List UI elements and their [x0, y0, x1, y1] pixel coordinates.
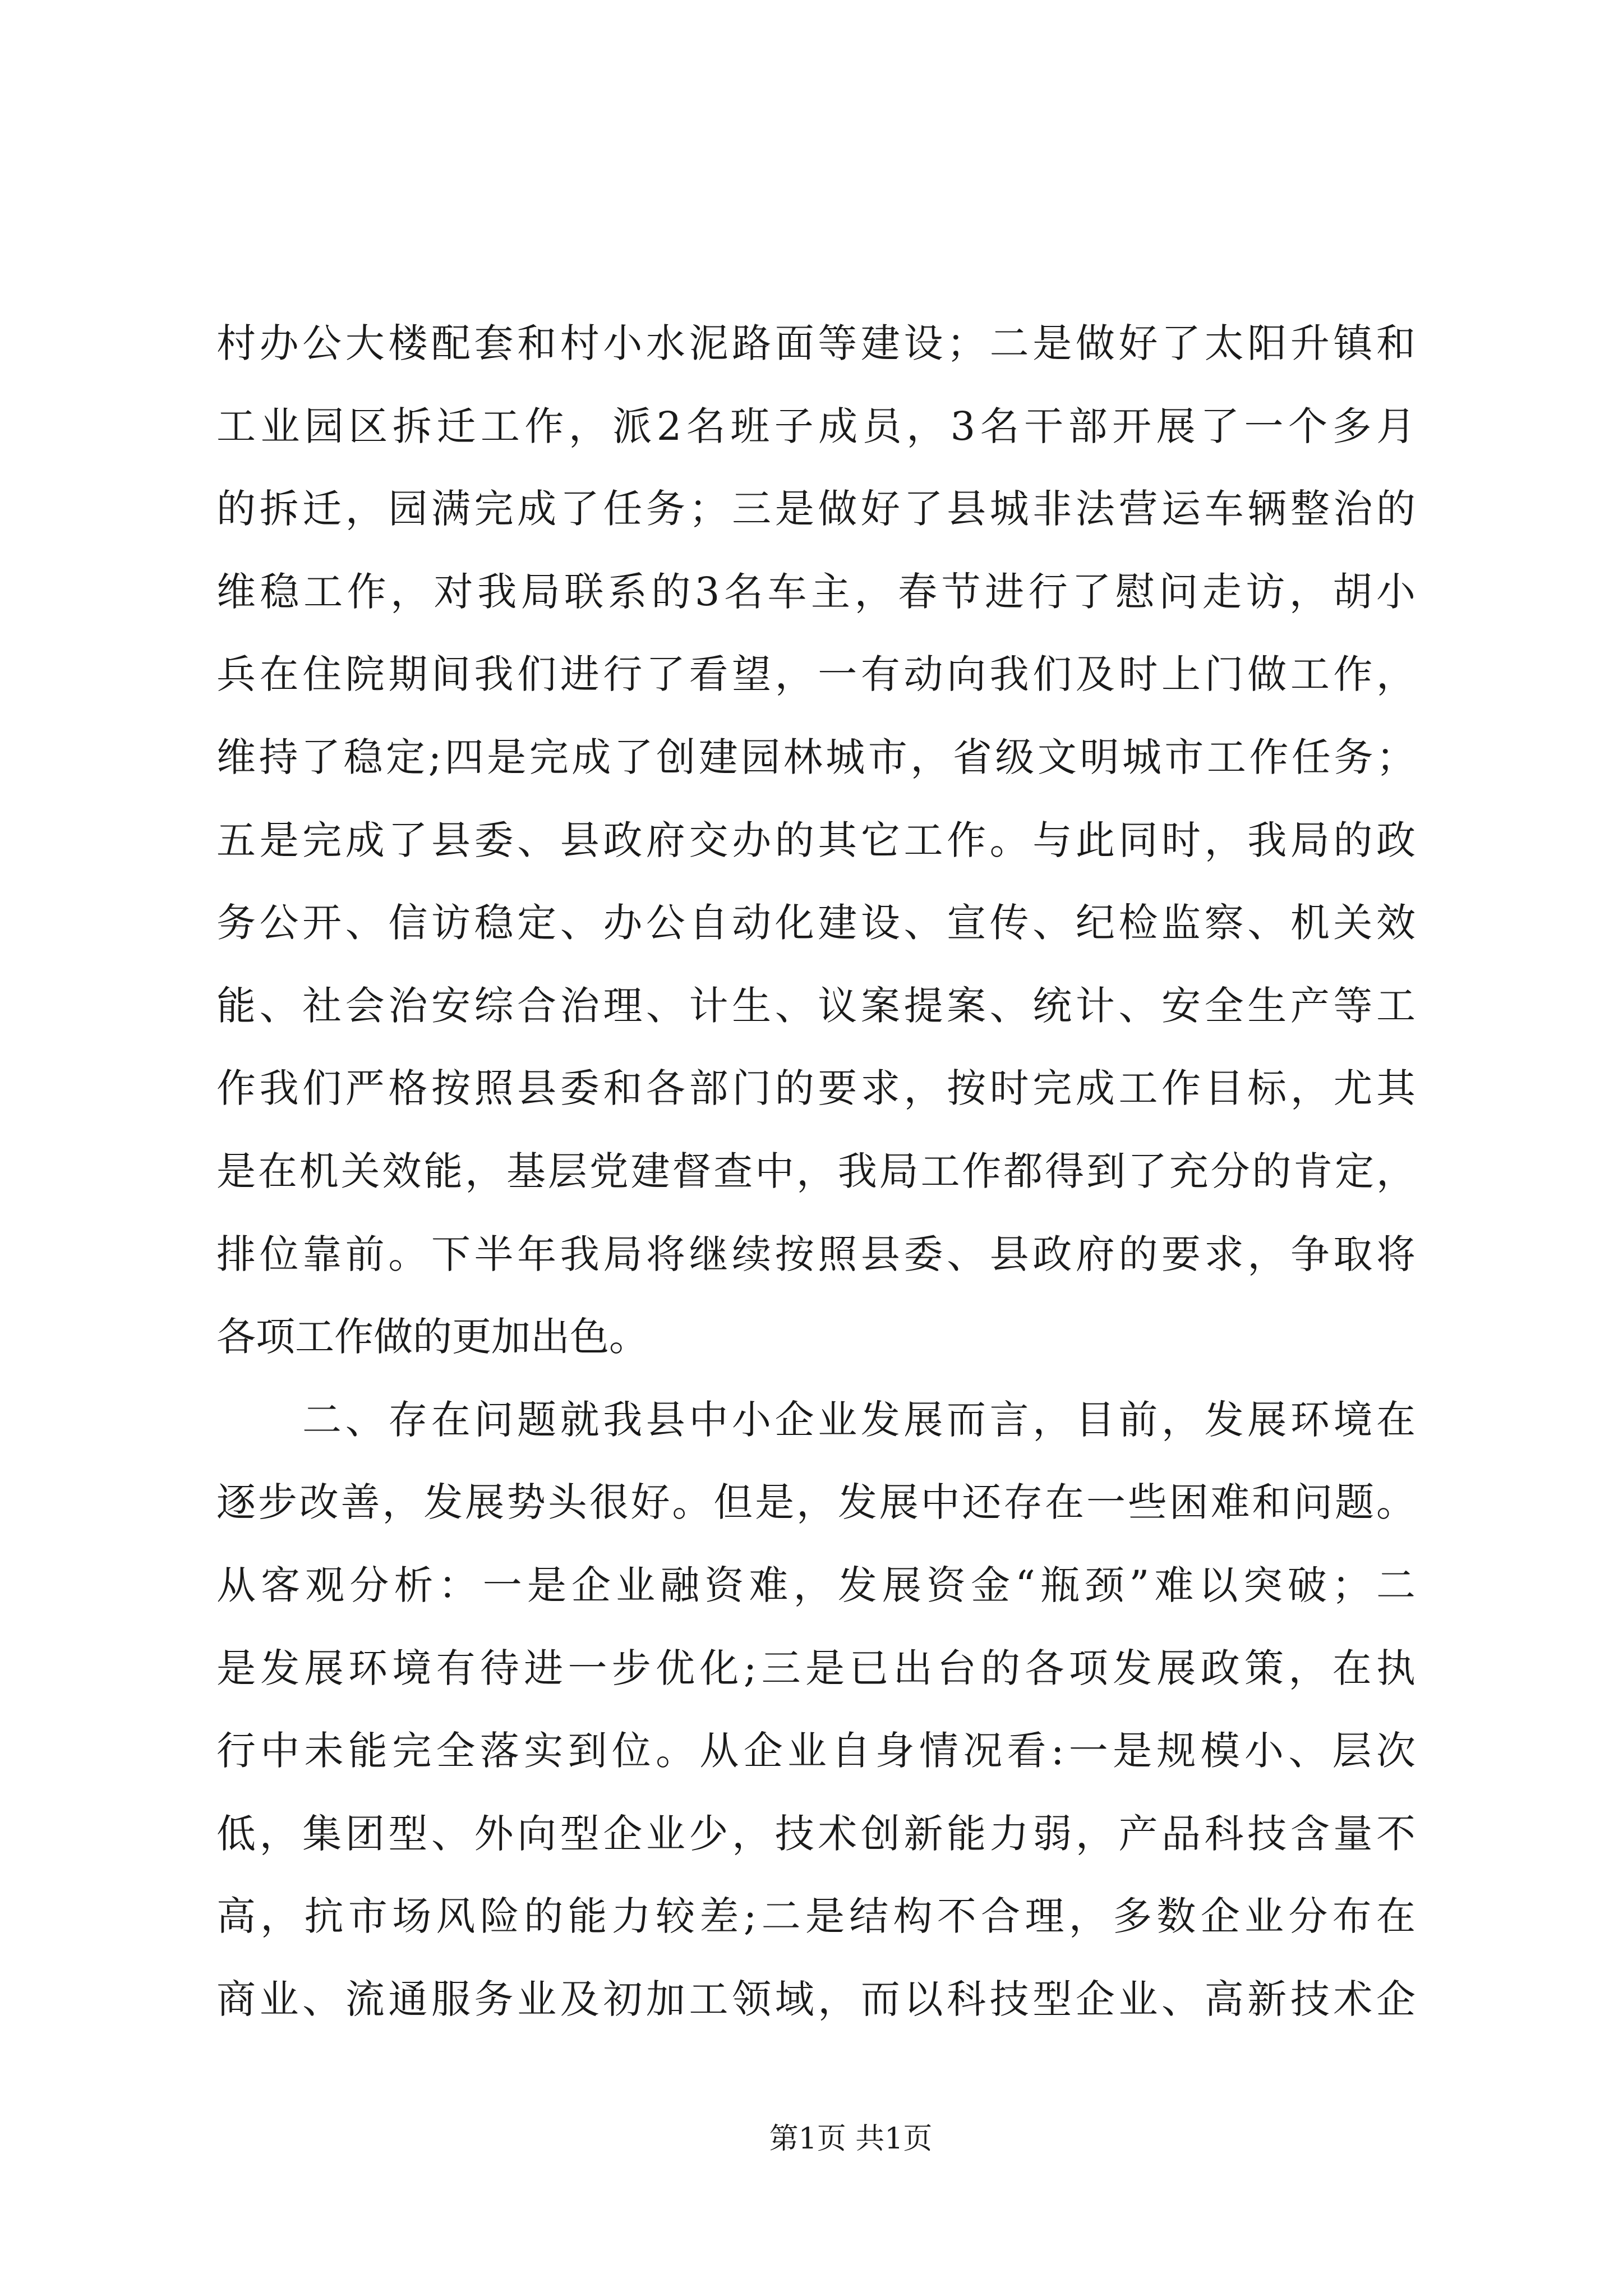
text-line: 的拆迁，园满完成了任务；三是做好了县城非法营运车辆整治的 — [216, 486, 1415, 532]
text-line: 兵在住院期间我们进行了看望，一有动向我们及时上门做工作， — [216, 651, 1415, 698]
body-text — [216, 302, 1415, 2041]
text-line: 二、存在问题就我县中小企业发展而言，目前，发展环境在 — [302, 1396, 1415, 1443]
paragraph — [216, 1379, 1415, 2041]
text-line: 逐步改善，发展势头很好。但是，发展中还存在一些困难和问题。 — [216, 1479, 1415, 1526]
text-line: 工业园区拆迁工作，派2名班子成员，3名干部开展了一个多月 — [216, 403, 1415, 449]
text-line: 是发展环境有待进一步优化;三是已出台的各项发展政策，在执 — [216, 1645, 1415, 1691]
text-line: 务公开、信访稳定、办公自动化建设、宣传、纪检监察、机关效 — [216, 900, 1415, 946]
text-line: 是在机关效能，基层党建督查中，我局工作都得到了充分的肯定， — [216, 1148, 1415, 1194]
text-line: 低，集团型、外向型企业少，技术创新能力弱，产品科技含量不 — [216, 1810, 1415, 1857]
text-line: 排位靠前。下半年我局将继续按照县委、县政府的要求，争取将 — [216, 1231, 1415, 1277]
paragraph — [216, 302, 1415, 1379]
text-line: 五是完成了县委、县政府交办的其它工作。与此同时，我局的政 — [216, 817, 1415, 863]
text-line: 从客观分析：一是企业融资难，发展资金“瓶颈”难以突破；二 — [216, 1562, 1415, 1608]
text-line: 行中未能完全落实到位。从企业自身情况看:一是规模小、层次 — [216, 1728, 1415, 1774]
text-line: 维稳工作，对我局联系的3名车主，春节进行了慰问走访，胡小 — [216, 568, 1415, 615]
page-number-footer: 第1页 共1页 — [769, 2122, 933, 2156]
text-line: 能、社会治安综合治理、计生、议案提案、统计、安全生产等工 — [216, 982, 1415, 1029]
text-line: 作我们严格按照县委和各部门的要求，按时完成工作目标，尤其 — [216, 1065, 1415, 1112]
text-line: 维持了稳定;四是完成了创建园林城市，省级文明城市工作任务； — [216, 734, 1415, 780]
text-line: 村办公大楼配套和村小水泥路面等建设；二是做好了太阳升镇和 — [216, 320, 1415, 366]
text-line: 高，抗市场风险的能力较差;二是结构不合理，多数企业分布在 — [216, 1893, 1415, 1940]
text-line: 商业、流通服务业及初加工领域，而以科技型企业、高新技术企 — [216, 1976, 1415, 2022]
text-line: 各项工作做的更加出色。 — [216, 1314, 648, 1360]
